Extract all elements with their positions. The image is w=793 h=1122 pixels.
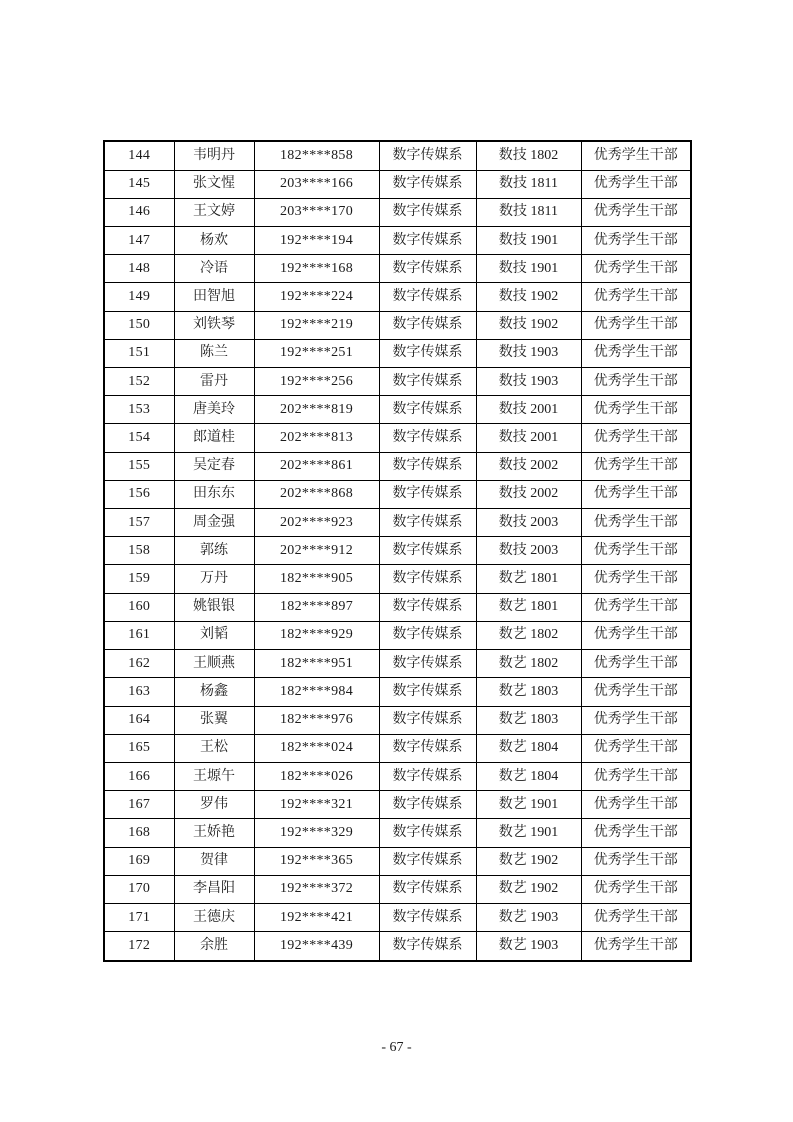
table-row — [104, 311, 691, 339]
cell-no: 169 — [104, 847, 174, 875]
cell-phone: 203****166 — [254, 170, 379, 198]
cell-no: 172 — [104, 932, 174, 961]
table-row — [104, 509, 691, 537]
cell-award: 优秀学生干部 — [581, 170, 691, 198]
table-row — [104, 480, 691, 508]
cell-class: 数技 2003 — [476, 537, 581, 565]
cell-dept: 数字传媒系 — [379, 396, 476, 424]
cell-class: 数技 1903 — [476, 339, 581, 367]
cell-name: 贺律 — [174, 847, 254, 875]
cell-name: 杨鑫 — [174, 678, 254, 706]
cell-award: 优秀学生干部 — [581, 537, 691, 565]
cell-award: 优秀学生干部 — [581, 509, 691, 537]
table-row — [104, 283, 691, 311]
cell-phone: 192****421 — [254, 903, 379, 931]
cell-phone: 182****976 — [254, 706, 379, 734]
cell-dept: 数字传媒系 — [379, 875, 476, 903]
cell-name: 王松 — [174, 734, 254, 762]
cell-phone: 182****905 — [254, 565, 379, 593]
table-row — [104, 932, 691, 961]
cell-name: 王娇艳 — [174, 819, 254, 847]
cell-dept: 数字传媒系 — [379, 452, 476, 480]
cell-no: 147 — [104, 227, 174, 255]
cell-dept: 数字传媒系 — [379, 368, 476, 396]
cell-class: 数艺 1803 — [476, 678, 581, 706]
cell-phone: 192****219 — [254, 311, 379, 339]
cell-name: 刘铁琴 — [174, 311, 254, 339]
cell-award: 优秀学生干部 — [581, 621, 691, 649]
cell-class: 数技 1802 — [476, 141, 581, 170]
cell-phone: 202****819 — [254, 396, 379, 424]
table-row — [104, 621, 691, 649]
cell-no: 156 — [104, 480, 174, 508]
cell-dept: 数字传媒系 — [379, 932, 476, 961]
cell-name: 万丹 — [174, 565, 254, 593]
table-row — [104, 368, 691, 396]
cell-name: 王塬午 — [174, 762, 254, 790]
cell-class: 数艺 1902 — [476, 847, 581, 875]
cell-name: 张文惺 — [174, 170, 254, 198]
cell-award: 优秀学生干部 — [581, 875, 691, 903]
cell-dept: 数字传媒系 — [379, 480, 476, 508]
cell-dept: 数字传媒系 — [379, 593, 476, 621]
cell-dept: 数字传媒系 — [379, 706, 476, 734]
cell-phone: 182****858 — [254, 141, 379, 170]
cell-no: 144 — [104, 141, 174, 170]
cell-phone: 182****984 — [254, 678, 379, 706]
cell-no: 146 — [104, 198, 174, 226]
cell-phone: 182****929 — [254, 621, 379, 649]
cell-no: 145 — [104, 170, 174, 198]
cell-no: 157 — [104, 509, 174, 537]
cell-no: 160 — [104, 593, 174, 621]
cell-dept: 数字传媒系 — [379, 621, 476, 649]
cell-award: 优秀学生干部 — [581, 819, 691, 847]
table-body — [104, 141, 691, 961]
cell-no: 152 — [104, 368, 174, 396]
cell-name: 田智旭 — [174, 283, 254, 311]
cell-award: 优秀学生干部 — [581, 424, 691, 452]
cell-award: 优秀学生干部 — [581, 227, 691, 255]
cell-award: 优秀学生干部 — [581, 706, 691, 734]
cell-class: 数艺 1804 — [476, 734, 581, 762]
table-row — [104, 847, 691, 875]
cell-no: 165 — [104, 734, 174, 762]
cell-name: 郭练 — [174, 537, 254, 565]
cell-name: 郎道桂 — [174, 424, 254, 452]
cell-dept: 数字传媒系 — [379, 339, 476, 367]
cell-phone: 192****224 — [254, 283, 379, 311]
cell-dept: 数字传媒系 — [379, 227, 476, 255]
cell-award: 优秀学生干部 — [581, 593, 691, 621]
cell-no: 167 — [104, 791, 174, 819]
cell-name: 韦明丹 — [174, 141, 254, 170]
cell-name: 王文婷 — [174, 198, 254, 226]
cell-no: 162 — [104, 650, 174, 678]
table-row — [104, 706, 691, 734]
table-row — [104, 339, 691, 367]
cell-no: 151 — [104, 339, 174, 367]
cell-name: 余胜 — [174, 932, 254, 961]
cell-award: 优秀学生干部 — [581, 396, 691, 424]
cell-no: 153 — [104, 396, 174, 424]
cell-class: 数艺 1901 — [476, 791, 581, 819]
cell-class: 数艺 1801 — [476, 593, 581, 621]
cell-class: 数艺 1802 — [476, 621, 581, 649]
cell-no: 171 — [104, 903, 174, 931]
table-row — [104, 875, 691, 903]
cell-no: 161 — [104, 621, 174, 649]
cell-no: 154 — [104, 424, 174, 452]
cell-phone: 203****170 — [254, 198, 379, 226]
table-row — [104, 452, 691, 480]
cell-phone: 192****329 — [254, 819, 379, 847]
cell-class: 数艺 1902 — [476, 875, 581, 903]
cell-class: 数艺 1803 — [476, 706, 581, 734]
cell-class: 数艺 1802 — [476, 650, 581, 678]
cell-award: 优秀学生干部 — [581, 452, 691, 480]
cell-name: 冷语 — [174, 255, 254, 283]
cell-phone: 192****321 — [254, 791, 379, 819]
cell-award: 优秀学生干部 — [581, 903, 691, 931]
cell-no: 148 — [104, 255, 174, 283]
cell-no: 155 — [104, 452, 174, 480]
cell-no: 170 — [104, 875, 174, 903]
cell-phone: 182****024 — [254, 734, 379, 762]
cell-no: 159 — [104, 565, 174, 593]
cell-class: 数艺 1903 — [476, 932, 581, 961]
cell-award: 优秀学生干部 — [581, 141, 691, 170]
cell-dept: 数字传媒系 — [379, 762, 476, 790]
table-row — [104, 255, 691, 283]
cell-award: 优秀学生干部 — [581, 255, 691, 283]
cell-award: 优秀学生干部 — [581, 311, 691, 339]
cell-no: 150 — [104, 311, 174, 339]
cell-dept: 数字传媒系 — [379, 283, 476, 311]
cell-no: 163 — [104, 678, 174, 706]
cell-dept: 数字传媒系 — [379, 141, 476, 170]
cell-class: 数艺 1804 — [476, 762, 581, 790]
table-row — [104, 650, 691, 678]
page-number: - 67 - — [381, 1040, 412, 1055]
table-row — [104, 170, 691, 198]
cell-name: 田东东 — [174, 480, 254, 508]
cell-phone: 192****194 — [254, 227, 379, 255]
cell-class: 数技 2002 — [476, 452, 581, 480]
cell-award: 优秀学生干部 — [581, 678, 691, 706]
cell-no: 158 — [104, 537, 174, 565]
cell-name: 雷丹 — [174, 368, 254, 396]
cell-phone: 182****026 — [254, 762, 379, 790]
cell-class: 数艺 1801 — [476, 565, 581, 593]
cell-phone: 192****251 — [254, 339, 379, 367]
table-row — [104, 819, 691, 847]
cell-phone: 202****813 — [254, 424, 379, 452]
cell-name: 唐美玲 — [174, 396, 254, 424]
cell-class: 数技 1902 — [476, 311, 581, 339]
cell-award: 优秀学生干部 — [581, 762, 691, 790]
table-row — [104, 141, 691, 170]
cell-class: 数技 1903 — [476, 368, 581, 396]
cell-award: 优秀学生干部 — [581, 847, 691, 875]
cell-phone: 202****923 — [254, 509, 379, 537]
cell-name: 姚银银 — [174, 593, 254, 621]
table-row — [104, 424, 691, 452]
cell-name: 张翼 — [174, 706, 254, 734]
cell-award: 优秀学生干部 — [581, 480, 691, 508]
table-row — [104, 762, 691, 790]
cell-class: 数技 2001 — [476, 424, 581, 452]
cell-dept: 数字传媒系 — [379, 565, 476, 593]
cell-name: 王顺燕 — [174, 650, 254, 678]
cell-name: 周金强 — [174, 509, 254, 537]
cell-dept: 数字传媒系 — [379, 847, 476, 875]
cell-class: 数艺 1901 — [476, 819, 581, 847]
cell-class: 数技 2003 — [476, 509, 581, 537]
cell-name: 吴定春 — [174, 452, 254, 480]
cell-award: 优秀学生干部 — [581, 339, 691, 367]
cell-dept: 数字传媒系 — [379, 903, 476, 931]
cell-class: 数技 2002 — [476, 480, 581, 508]
cell-class: 数艺 1903 — [476, 903, 581, 931]
cell-dept: 数字传媒系 — [379, 424, 476, 452]
student-award-table — [103, 140, 692, 962]
cell-dept: 数字传媒系 — [379, 734, 476, 762]
cell-phone: 192****168 — [254, 255, 379, 283]
cell-class: 数技 1902 — [476, 283, 581, 311]
cell-dept: 数字传媒系 — [379, 255, 476, 283]
cell-phone: 202****868 — [254, 480, 379, 508]
cell-phone: 192****439 — [254, 932, 379, 961]
cell-phone: 202****912 — [254, 537, 379, 565]
cell-dept: 数字传媒系 — [379, 791, 476, 819]
cell-dept: 数字传媒系 — [379, 198, 476, 226]
cell-award: 优秀学生干部 — [581, 368, 691, 396]
cell-class: 数技 2001 — [476, 396, 581, 424]
cell-name: 王德庆 — [174, 903, 254, 931]
cell-name: 刘韬 — [174, 621, 254, 649]
cell-dept: 数字传媒系 — [379, 537, 476, 565]
cell-award: 优秀学生干部 — [581, 283, 691, 311]
cell-award: 优秀学生干部 — [581, 565, 691, 593]
cell-award: 优秀学生干部 — [581, 198, 691, 226]
cell-class: 数技 1811 — [476, 198, 581, 226]
cell-dept: 数字传媒系 — [379, 509, 476, 537]
table-row — [104, 565, 691, 593]
cell-award: 优秀学生干部 — [581, 791, 691, 819]
cell-award: 优秀学生干部 — [581, 650, 691, 678]
cell-phone: 202****861 — [254, 452, 379, 480]
cell-dept: 数字传媒系 — [379, 311, 476, 339]
cell-no: 149 — [104, 283, 174, 311]
cell-name: 罗伟 — [174, 791, 254, 819]
cell-name: 李昌阳 — [174, 875, 254, 903]
cell-award: 优秀学生干部 — [581, 734, 691, 762]
table-row — [104, 678, 691, 706]
table-row — [104, 198, 691, 226]
table-row — [104, 903, 691, 931]
cell-name: 杨欢 — [174, 227, 254, 255]
cell-phone: 182****951 — [254, 650, 379, 678]
table-row — [104, 734, 691, 762]
table-row — [104, 537, 691, 565]
cell-no: 164 — [104, 706, 174, 734]
cell-no: 168 — [104, 819, 174, 847]
table-row — [104, 396, 691, 424]
cell-dept: 数字传媒系 — [379, 170, 476, 198]
cell-dept: 数字传媒系 — [379, 819, 476, 847]
cell-phone: 192****365 — [254, 847, 379, 875]
cell-dept: 数字传媒系 — [379, 678, 476, 706]
cell-phone: 182****897 — [254, 593, 379, 621]
cell-phone: 192****256 — [254, 368, 379, 396]
table-row — [104, 227, 691, 255]
cell-award: 优秀学生干部 — [581, 932, 691, 961]
cell-name: 陈兰 — [174, 339, 254, 367]
cell-dept: 数字传媒系 — [379, 650, 476, 678]
cell-no: 166 — [104, 762, 174, 790]
cell-class: 数技 1901 — [476, 255, 581, 283]
table-row — [104, 791, 691, 819]
cell-class: 数技 1811 — [476, 170, 581, 198]
table-row — [104, 593, 691, 621]
cell-class: 数技 1901 — [476, 227, 581, 255]
cell-phone: 192****372 — [254, 875, 379, 903]
